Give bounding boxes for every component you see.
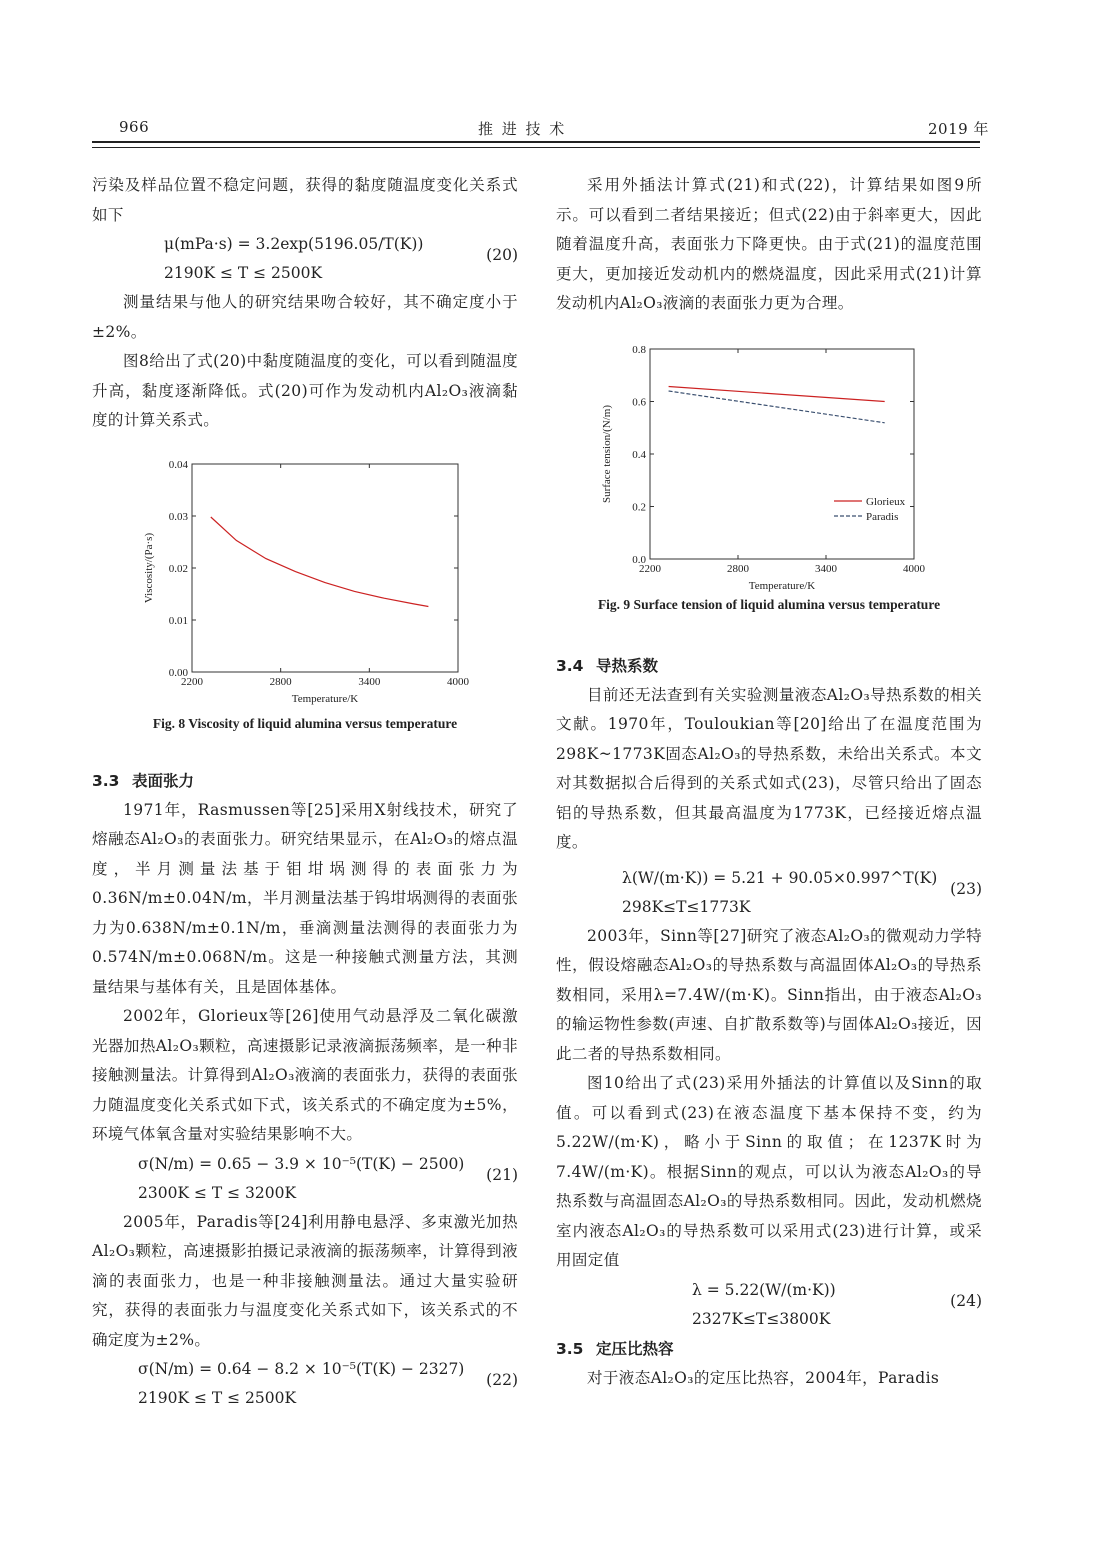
series-line-paradis xyxy=(669,391,885,423)
section-title: 导热系数 xyxy=(596,656,659,675)
x-tick-label: 2200 xyxy=(639,562,661,575)
y-tick-label: 0.2 xyxy=(632,501,646,513)
y-tick-label: 0.4 xyxy=(632,448,646,461)
left-column xyxy=(92,171,518,1413)
legend-label: Glorieux xyxy=(866,495,906,508)
plot-frame xyxy=(192,464,458,672)
paragraph: 2005年，Paradis等[24]利用静电悬浮、多束激光加热Al₂O₃颗粒，高速摄影拍摄记录液滴的振荡频率，计算得到液滴的表面张力，也是一种非接触测量法。通过大量实验研究，获得的表面张力与温度变化关系式如下，该关系式的不确定度为±2%。 xyxy=(92,1212,518,1349)
page-number: 966 xyxy=(119,118,150,136)
equation-24 xyxy=(556,1276,982,1334)
figure-9-caption: Fig. 9 Surface tension of liquid alumina versus temperature xyxy=(597,596,941,612)
plot-frame xyxy=(650,349,914,559)
x-tick-label: 4000 xyxy=(903,562,925,575)
section-3-3-heading xyxy=(92,766,518,796)
paragraph: 测量结果与他人的研究结果吻合较好，其不确定度小于±2%。 xyxy=(92,293,518,341)
y-tick-label: 0.02 xyxy=(168,562,188,575)
y-tick-label: 0.01 xyxy=(168,614,188,627)
equation-number: (22) xyxy=(486,1371,518,1389)
series-line xyxy=(211,517,429,607)
paragraph: 1971年，Rasmussen等[25]采用X射线技术，研究了熔融态Al₂O₃的表面张力。研究结果显示，在Al₂O₃的熔点温度，半月测量法基于钼坩埚测得的表面张力为0.36N/m±0.04N/m，半月测量法基于钨坩埚测得的表面张力为0.638N/m±0.1N/m，垂滴测量法测得的表面张力为0.574N/m±0.068N/m。这是一种接触式测量方法，其测量结果与基体有关，且是固体基体。 xyxy=(92,800,518,996)
section-number: 3.4 xyxy=(556,656,584,675)
x-axis-label: Temperature/K xyxy=(748,579,816,592)
paragraph: 图10给出了式(23)采用外插法的计算值以及Sinn的取值。可以看到式(23)在液态温度下基本保持不变，约为5.22W/(m·K)，略小于Sinn的取值；在1237K时为7.4W/(m·K)。根据Sinn的观点，可以认为液态Al₂O₃的导热系数与高温固态Al₂O₃的导热系数相同。因此，发动机燃烧室内液态Al₂O₃的导热系数可以采用式(23)进行计算，或采用固定值 xyxy=(556,1074,982,1269)
x-tick-label: 3400 xyxy=(358,675,381,688)
viscosity-chart xyxy=(92,448,518,710)
figure-9 xyxy=(556,341,982,603)
paragraph: 2002年，Glorieux等[26]使用气动悬浮及二氧化碳激光器加热Al₂O₃颗粒，高速摄影记录液滴振荡频率，是一种非接触测量法。计算得到Al₂O₃液滴的表面张力，获得的表面张力随温度变化关系式如下式，该关系式的不确定度为±5%，环境气体氧含量对实验结果影响不大。 xyxy=(92,1007,518,1143)
equation-range: 2300K ≤ T ≤ 3200K xyxy=(138,1183,297,1202)
y-tick-label: 0.04 xyxy=(168,458,188,471)
equation-line: σ(N/m) = 0.65 − 3.9 × 10⁻⁵(T(K) − 2500) xyxy=(138,1154,465,1173)
right-column xyxy=(556,171,982,1393)
equation-range: 2327K≤T≤3800K xyxy=(692,1309,831,1328)
y-tick-label: 0.0 xyxy=(632,553,646,566)
legend-label: Paradis xyxy=(866,510,899,523)
y-tick-label: 0.00 xyxy=(168,666,188,679)
journal-name: 推 进 技 术 xyxy=(478,120,567,138)
series-line-glorieux xyxy=(669,386,885,401)
section-number: 3.3 xyxy=(92,771,120,790)
equation-20 xyxy=(92,230,518,288)
x-tick-label: 3400 xyxy=(815,562,837,575)
figure-8-caption: Fig. 8 Viscosity of liquid alumina versus temperature xyxy=(152,715,458,731)
header-rule-thin xyxy=(92,147,980,148)
equation-line: λ(W/(m·K)) = 5.21 + 90.05×0.997^T(K) xyxy=(622,868,938,887)
section-title: 表面张力 xyxy=(132,771,195,790)
surface-tension-chart xyxy=(556,341,982,603)
equation-range: 2190K ≤ T ≤ 2500K xyxy=(138,1389,297,1407)
paragraph: 图8给出了式(20)中黏度随温度的变化，可以看到随温度升高，黏度逐渐降低。式(20)可作为发动机内Al₂O₃液滴黏度的计算关系式。 xyxy=(92,352,518,429)
y-tick-label: 0.8 xyxy=(632,343,646,356)
y-tick-label: 0.03 xyxy=(168,510,188,523)
section-3-4-heading xyxy=(556,651,982,681)
equation-range: 2190K ≤ T ≤ 2500K xyxy=(164,264,323,282)
equation-line: μ(mPa·s) = 3.2exp(5196.05/T(K)) xyxy=(164,235,424,253)
section-title: 定压比热容 xyxy=(596,1339,674,1358)
paragraph: 目前还无法查到有关实验测量液态Al₂O₃导热系数的相关文献。1970年，Touloukian等[20]给出了在温度范围为298K~1773K固态Al₂O₃的导热系数，未给出关系式。本文对其数据拟合后得到的关系式如式(23)，尽管只给出了固态铝的导热系数，但其最高温度为1773K，已经接近熔点温度。 xyxy=(556,685,982,851)
x-tick-label: 2200 xyxy=(181,675,203,688)
x-axis-label: Temperature/K xyxy=(291,692,359,705)
figure-8 xyxy=(92,448,518,710)
equation-number: (21) xyxy=(486,1165,518,1184)
section-3-5-heading xyxy=(556,1334,982,1364)
x-tick-label: 2800 xyxy=(727,562,749,575)
equation-number: (20) xyxy=(486,246,518,264)
equation-number: (23) xyxy=(950,879,982,898)
journal-year: 2019 年 xyxy=(928,120,989,138)
paragraph: 对于液态Al₂O₃的定压比热容，2004年，Paradis xyxy=(587,1368,940,1387)
equation-line: σ(N/m) = 0.64 − 8.2 × 10⁻⁵(T(K) − 2327) xyxy=(138,1360,465,1378)
section-number: 3.5 xyxy=(556,1339,584,1358)
equation-line: λ = 5.22(W/(m·K)) xyxy=(692,1280,836,1299)
equation-number: (24) xyxy=(950,1291,982,1310)
y-axis-label: Surface tension/(N/m) xyxy=(601,404,613,503)
paragraph: 2003年，Sinn等[27]研究了液态Al₂O₃的微观动力学特性，假设熔融态Al₂O₃的导热系数与高温固体Al₂O₃的导热系数相同，采用λ=7.4W/(m·K)。Sinn指出，由于液态Al₂O₃的输运物性参数(声速、自扩散系数等)与固体Al₂O₃接近，因此二者的导热系数相同。 xyxy=(556,926,982,1063)
equation-21 xyxy=(92,1150,518,1208)
equation-22 xyxy=(92,1355,518,1413)
y-axis-label: Viscosity/(Pa·s) xyxy=(143,532,155,603)
paragraph: 采用外插法计算式(21)和式(22)，计算结果如图9所示。可以看到二者结果接近；但式(22)由于斜率更大，因此随着温度升高，表面张力下降更快。由于式(21)的温度范围更大，更加接近发动机内的燃烧温度，因此采用式(21)计算发动机内Al₂O₃液滴的表面张力更为合理。 xyxy=(556,176,982,312)
header-rule xyxy=(92,141,980,143)
equation-range: 298K≤T≤1773K xyxy=(622,897,751,916)
x-tick-label: 4000 xyxy=(447,675,469,688)
x-tick-label: 2800 xyxy=(269,675,292,688)
equation-23 xyxy=(556,864,982,922)
paragraph: 污染及样品位置不稳定问题，获得的黏度随温度变化关系式如下 xyxy=(92,176,518,224)
y-tick-label: 0.6 xyxy=(632,396,646,408)
